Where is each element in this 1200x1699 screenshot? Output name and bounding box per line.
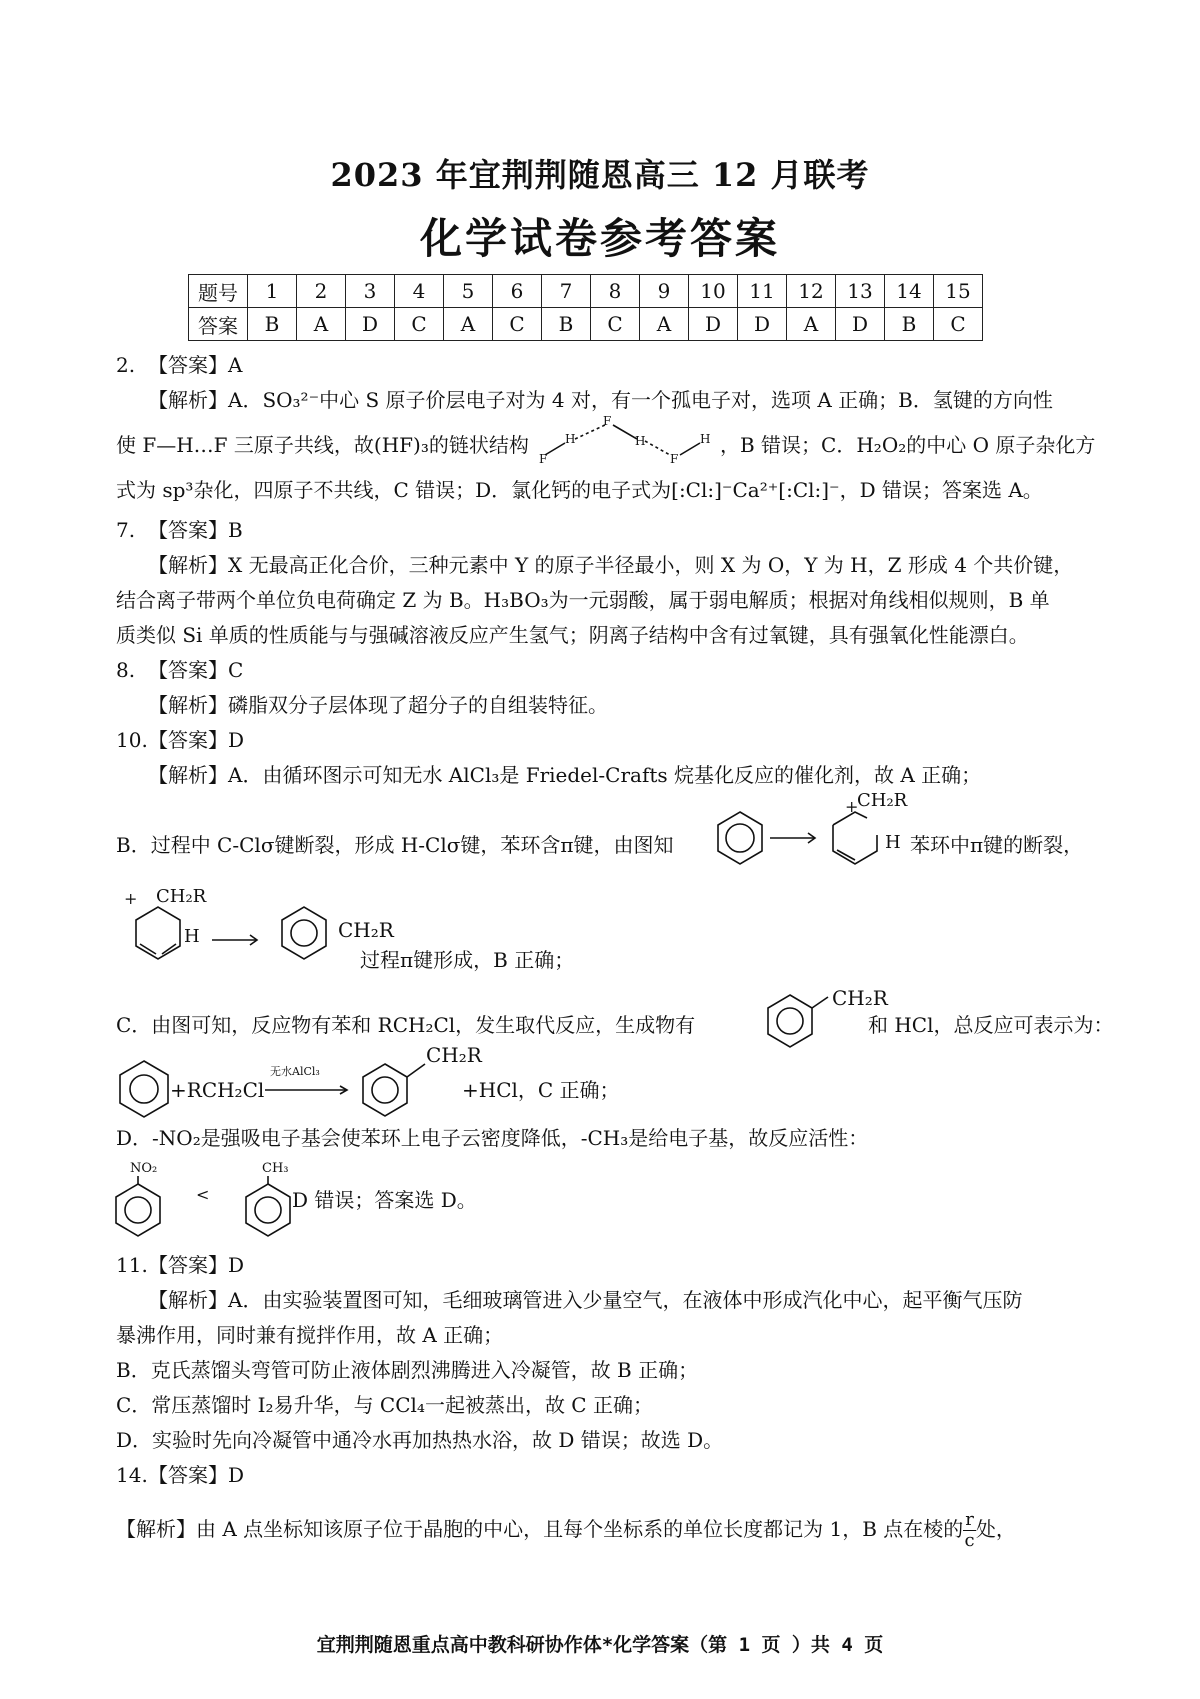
table-cell: C [395,308,444,341]
table-cell: 14 [885,275,934,308]
answer-table-answer-row [189,308,983,341]
explanation-line: 结合离子带两个单位负电荷确定 Z 为 B。H₃BO₃为一元弱酸，属于弱电解质；根据对角线相似规则，B 单 [116,588,1050,612]
reaction-arrow [265,1085,355,1097]
answer-label: 【答案】B [148,518,243,542]
explanation-line: C．由图可知，反应物有苯和 RCH₂Cl，发生取代反应，生成物有 [116,1013,696,1037]
atom-h-label: H [885,832,901,853]
table-cell: A [444,308,493,341]
table-header-answer: 答案 [189,308,248,341]
explanation-line: 【解析】A．SO₃²⁻中心 S 原子价层电子对为 4 对，有一个孤电子对，选项 A 正确；B．氢键的方向性 [148,388,1053,412]
explanation-line: 式为 sp³杂化，四原子不共线，C 错误；D．氯化钙的电子式为[:Cl:]⁻Ca²⁺[:Cl:]⁻，D 错误；答案选 A。 [116,478,1043,502]
fraction-denominator: c [964,1530,975,1551]
table-cell: 7 [542,275,591,308]
question-number: 7. [116,518,136,542]
less-than-sign: < [196,1185,210,1204]
catalyst-label: 无水AlCl₃ [270,1065,320,1078]
table-cell: A [787,308,836,341]
table-cell: 6 [493,275,542,308]
atom-f-label: F [603,414,612,428]
page-footer: 宜荆荆随恩重点高中教科研协作体*化学答案（第 1 页 ）共 4 页 [316,1634,884,1656]
table-cell: C [934,308,983,341]
table-cell: 5 [444,275,493,308]
explanation-line: 【解析】磷脂双分子层体现了超分子的自组装特征。 [148,693,608,717]
table-cell: D [689,308,738,341]
explanation-text: 【解析】由 A 点坐标知该原子位于晶胞的中心，且每个坐标系的单位长度都记为 1，B 点在棱的 [116,1517,964,1541]
answer-label: 【答案】D [148,1463,245,1487]
ch2r-label-text: CH₂R [832,986,888,1010]
explanation-line: 【解析】A．由实验装置图可知，毛细玻璃管进入少量空气，在液体中形成汽化中心，起平衡气压防 [148,1288,1023,1312]
answer-table [188,274,983,341]
explanation-line: 和 HCl，总反应可表示为： [868,1013,1114,1037]
explanation-line: 【解析】X 无最高正化合价，三种元素中 Y 的原子半径最小，则 X 为 O，Y 为 H，Z 形成 4 个共价键， [148,553,1074,577]
exam-title: 2023 年宜荆荆随恩高三 12 月联考 [330,156,870,194]
atom-h-label: H [565,432,576,446]
explanation-line: 使 F—H…F 三原子共线，故(HF)₃的链状结构 [116,433,529,457]
table-cell: B [885,308,934,341]
answer-label: 【答案】D [148,1253,245,1277]
atom-h-label: H [184,926,200,947]
ch2r-label-text: CH₂R [338,918,394,942]
question-number: 11. [116,1253,148,1277]
table-cell: 10 [689,275,738,308]
table-header-question: 题号 [189,275,248,308]
table-cell: 3 [346,275,395,308]
question-number: 14. [116,1463,148,1487]
ch2r-label: CH₂R [156,886,207,907]
atom-h-label: H [700,432,711,446]
table-cell: 15 [934,275,983,308]
table-cell: D [738,308,787,341]
explanation-line: 【解析】A．由循环图示可知无水 AlCl₃是 Friedel-Crafts 烷基化反应的催化剂，故 A 正确； [148,763,982,787]
atom-f-label: F [539,452,548,466]
explanation-line: 过程π键形成，B 正确； [360,948,575,972]
sigma-complex-to-product-diagram [112,880,332,980]
table-cell: 2 [297,275,346,308]
fraction-numerator: r [965,1509,974,1530]
table-cell: 13 [836,275,885,308]
table-cell: C [493,308,542,341]
table-cell: 9 [640,275,689,308]
answer-table-number-row [189,275,983,308]
answer-label: 【答案】D [148,728,245,752]
question-number: 8. [116,658,136,682]
ch2r-label: CH₂R [857,790,908,811]
explanation-text: 处， [975,1517,1016,1541]
table-cell: 4 [395,275,444,308]
reaction-reagent: +RCH₂Cl [170,1078,265,1102]
table-cell: D [836,308,885,341]
question-number: 2. [116,353,136,377]
explanation-line: D．实验时先向冷凝管中通冷水再加热热水浴，故 D 错误；故选 D。 [116,1428,724,1452]
atom-h-label: H [635,434,646,448]
table-cell: A [640,308,689,341]
table-cell: 12 [787,275,836,308]
fraction [963,1510,976,1551]
answer-label: 【答案】A [148,353,243,377]
table-cell: B [542,308,591,341]
explanation-line: B．克氏蒸馏头弯管可防止液体剧烈沸腾进入冷凝管，故 B 正确； [116,1358,699,1382]
ch2r-label-text: CH₂R [426,1043,482,1067]
explanation-line: 暴沸作用，同时兼有搅拌作用，故 A 正确； [116,1323,504,1347]
atom-f-label: F [670,452,679,466]
table-cell: 11 [738,275,787,308]
table-cell: 1 [248,275,297,308]
no2-label: NO₂ [130,1161,158,1176]
plus-sign: + [845,797,859,816]
explanation-line: 苯环中π键的断裂， [910,833,1084,857]
plus-sign: + [124,889,138,908]
reaction-product-text: +HCl，C 正确； [462,1078,620,1102]
table-cell: A [297,308,346,341]
ch3-label: CH₃ [262,1161,289,1176]
table-cell: D [346,308,395,341]
explanation-line [116,1510,1016,1551]
hf-chain-structure-diagram [535,415,715,465]
explanation-line: 质类似 Si 单质的性质能与与强碱溶液反应产生氢气；阴离子结构中含有过氧键，具有强氧化性能漂白。 [116,623,1029,647]
question-number: 10. [116,728,148,752]
explanation-line: D 错误；答案选 D。 [292,1188,477,1212]
table-cell: B [248,308,297,341]
explanation-line: C．常压蒸馏时 I₂易升华，与 CCl₄一起被蒸出，故 C 正确； [116,1393,653,1417]
explanation-line: D．-NO₂是强吸电子基会使苯环上电子云密度降低，-CH₃是给电子基，故反应活性： [116,1126,869,1150]
table-cell: C [591,308,640,341]
answer-label: 【答案】C [148,658,244,682]
benzene-to-sigma-complex-diagram [705,790,908,885]
explanation-line: B．过程中 C-Clσ键断裂，形成 H-Clσ键，苯环含π键，由图知 [116,833,674,857]
answer-key-title: 化学试卷参考答案 [419,214,780,263]
explanation-line: ，B 错误；C．H₂O₂的中心 O 原子杂化方 [720,433,1096,457]
nitrobenzene-diagram [112,1160,182,1240]
table-cell: 8 [591,275,640,308]
